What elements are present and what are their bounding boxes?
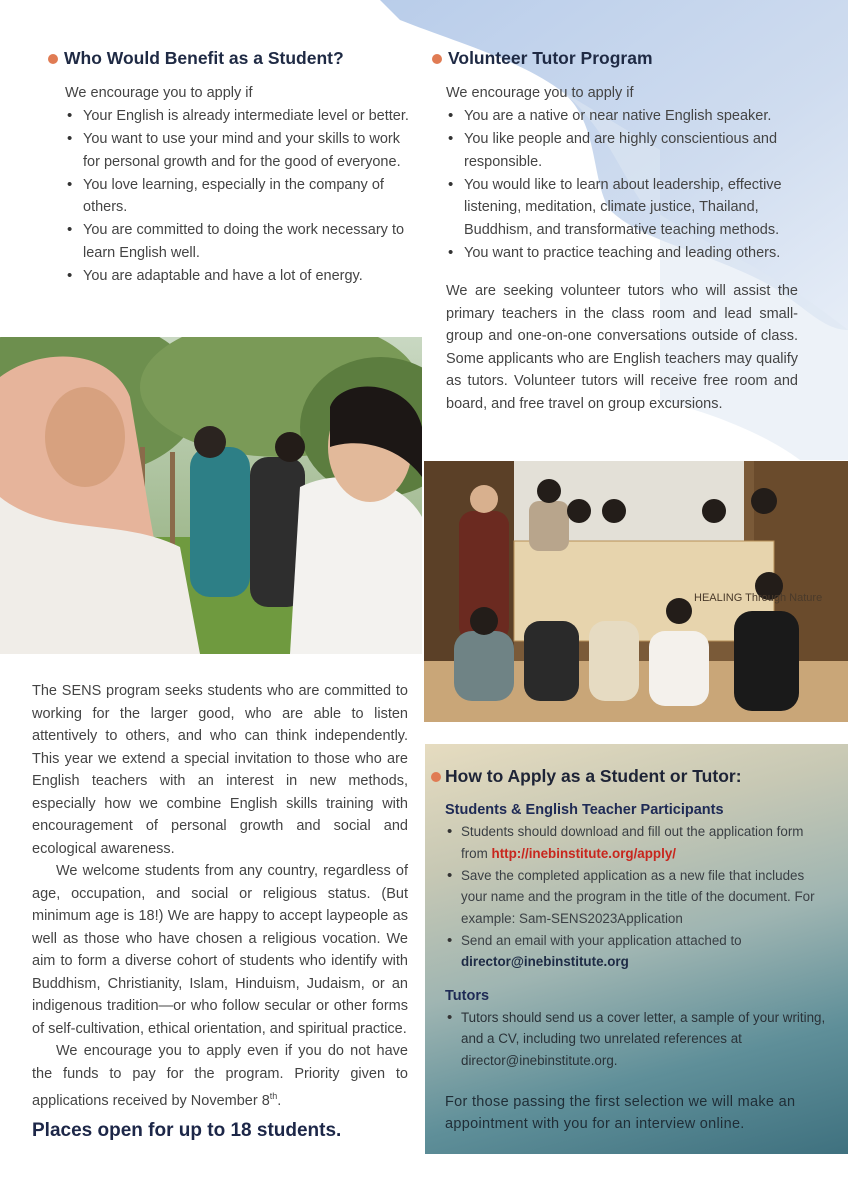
ordinal-suffix: th: [269, 1091, 278, 1101]
step-text: Students should download and fill out the application form from: [461, 824, 804, 861]
list-item: • You like people and are highly conscientious and responsible.: [446, 128, 798, 173]
list-item: • Your English is already intermediate level or better.: [65, 105, 416, 128]
tutor-intro: We encourage you to apply if: [446, 85, 634, 101]
list-item: • You want to practice teaching and leading others.: [446, 242, 798, 265]
list-item: • You love learning, especially in the company of others.: [65, 174, 416, 219]
interview-note: For those passing the first selection we will make an appointment with you for an interview online.: [445, 1094, 796, 1132]
list-item: • Save the completed application as a new file that includes your name and the program in the title of the document. For example: Sam-SENS2023Application: [445, 865, 828, 930]
sens-paragraph-1: The SENS program seeks students who are committed to working for the larger good, who are able to listen attentively to others, and who can think independently. This year we extend a special invitation to those who are English teachers with an interest in new methods, especially how we combine English skills training with encouragement of personal growth and social and ecological awareness.: [32, 683, 408, 857]
list-item: • You would like to learn about leadership, effective listening, meditation, climate justice, Thailand, Buddhism, and transformative teaching methods.: [446, 174, 798, 242]
volunteer-tutor-title: Volunteer Tutor Program: [448, 48, 653, 68]
banner-text: HEALING Through Nature: [694, 592, 823, 604]
student-benefits-section: [48, 48, 416, 288]
places-available-banner: Places open for up to 18 students.: [32, 1120, 342, 1141]
students-heading: Students & English Teacher Participants: [445, 802, 724, 818]
student-benefits-title: Who Would Benefit as a Student?: [64, 48, 344, 68]
volunteer-tutor-section: [432, 48, 798, 415]
how-to-apply-box: [425, 744, 848, 1154]
how-to-apply-heading: [431, 766, 830, 787]
tutors-heading: Tutors: [445, 987, 490, 1004]
list-item: [445, 821, 828, 864]
list-item: • You are adaptable and have a lot of energy.: [65, 265, 416, 288]
group-banner-photo: [424, 461, 848, 722]
bullet-dot-icon: [48, 54, 58, 64]
tutor-description: We are seeking volunteer tutors who will assist the primary teachers in the class room and lead small-group and one-on-one conversations outside of class. Some applicants who are English teachers may qualify as tutors. Volunteer tutors will receive free room and board, and free travel on group excursions.: [446, 283, 798, 412]
list-item: • Tutors should send us a cover letter, a sample of your writing, and a CV, including two unrelated references at director@inebinstitute.org.: [445, 1007, 828, 1072]
student-criteria-list: [65, 105, 416, 287]
tutor-criteria-list: [446, 105, 798, 264]
list-item: • You are committed to doing the work necessary to learn English well.: [65, 219, 416, 264]
tutor-steps-list: [445, 1007, 828, 1072]
how-to-apply-title: How to Apply as a Student or Tutor:: [445, 766, 742, 786]
sens-paragraph-3: [32, 1040, 408, 1112]
sens-paragraph-3-end: .: [277, 1092, 282, 1109]
bullet-dot-icon: [432, 54, 442, 64]
volunteer-tutor-heading: [432, 48, 798, 69]
student-intro: We encourage you to apply if: [65, 85, 253, 101]
student-steps-list: [445, 821, 828, 973]
sens-description: [32, 680, 408, 1112]
director-email-link[interactable]: director@inebinstitute.org: [461, 954, 629, 969]
list-item: [445, 930, 828, 973]
sens-paragraph-2: We welcome students from any country, regardless of age, occupation, and social or religious status. (But minimum age is 18!) We are happy to accept laypeople as well as those who have chosen a religious vocation. We aim to form a diverse cohort of students who identify with Buddhism, Christianity, Islam, Hinduism, Judaism, or an indigenous tradition—or who follow secular or other forms of self-cultivation, ethical orientation, and spiritual practice.: [32, 863, 408, 1037]
bullet-dot-icon: [431, 772, 441, 782]
step-text: Send an email with your application attached to: [461, 932, 742, 948]
sens-paragraph-3-text: We encourage you to apply even if you do not have the funds to pay for the program. Priority given to applications received by November 8: [32, 1043, 408, 1109]
list-item: • You want to use your mind and your skills to work for personal growth and for the good of everyone.: [65, 128, 416, 173]
students-outdoor-photo: [0, 337, 422, 654]
application-link[interactable]: http://inebinstitute.org/apply/: [491, 845, 676, 861]
student-benefits-heading: [48, 48, 416, 69]
list-item: • You are a native or near native English speaker.: [446, 105, 798, 128]
